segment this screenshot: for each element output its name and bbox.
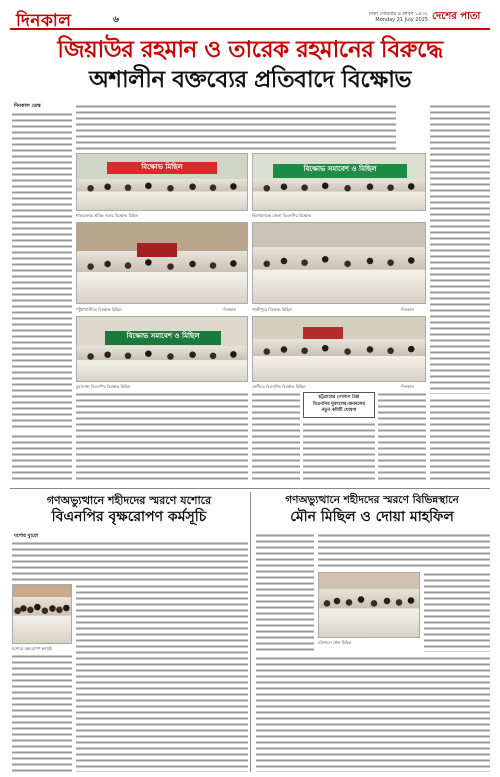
article-text-silent-march-1 bbox=[256, 533, 314, 653]
photo-caption-8: বরিশালে মৌন মিছিল bbox=[318, 640, 352, 645]
issue-date bbox=[318, 11, 428, 23]
article-text-col-b3 bbox=[252, 392, 300, 480]
page-number: ৬ bbox=[113, 15, 119, 25]
photo-caption-3: পটুয়াখালীতে বিক্ষোভ মিছিল bbox=[76, 307, 122, 312]
article-text-col-c2 bbox=[430, 398, 490, 480]
article-text-jessore-3 bbox=[12, 654, 72, 772]
photo-banner-5: বিক্ষোভ সমাবেশ ও মিছিল bbox=[105, 331, 221, 345]
photo-credit-3: -দিনকাল bbox=[222, 307, 237, 312]
article-text-col-a2 bbox=[12, 434, 72, 480]
headline-silent-march-line1: গণঅভ্যুত্থানে শহীদদের স্মরণে বিভিন্নস্থানে bbox=[285, 494, 459, 506]
article-text-col-c bbox=[430, 104, 490, 394]
article-text-col-a bbox=[12, 112, 72, 430]
photo-chuadanga-rally bbox=[76, 316, 248, 382]
article-text-boxed bbox=[303, 422, 375, 480]
photo-patuakhali-rally bbox=[76, 222, 248, 304]
photo-caption-4: গাজীপুরে বিক্ষোভ মিছিল bbox=[252, 307, 292, 312]
photo-shahabela-procession bbox=[76, 153, 248, 211]
photo-banner-1: বিক্ষোভ মিছিল bbox=[107, 162, 217, 174]
photo-caption-6: ফেনীতে বিএনপির বিক্ষোভ মিছিল bbox=[252, 384, 306, 389]
photo-caption-2: কিশোরগঞ্জে জেলা বিএনপির বিক্ষোভ bbox=[252, 213, 312, 218]
column-divider bbox=[250, 492, 251, 772]
photo-caption-5: চুয়াডাঙ্গা বিএনপির বিক্ষোভ মিছিল bbox=[76, 384, 131, 389]
photo-caption-1: শাহাবেলায় শ্রমিক দলের বিক্ষোভ মিছিল bbox=[76, 213, 139, 218]
photo-credit-6: -দিনকাল bbox=[400, 384, 415, 389]
main-headline-line1: জিয়াউর রহমান ও তারেক রহমানের বিরুদ্ধে bbox=[57, 36, 443, 63]
issue-date-bangla: ঢাকা সোমবার ৬ শ্রাবণ ১৪৩২ bbox=[368, 11, 428, 17]
main-headline bbox=[12, 35, 488, 95]
photo-gazipur-rally bbox=[252, 222, 426, 304]
article-text-jessore-2 bbox=[76, 584, 248, 772]
article-text-silent-march-2 bbox=[318, 533, 490, 569]
article-text-silent-march-4 bbox=[256, 656, 490, 772]
article-text-silent-march-3 bbox=[424, 572, 490, 652]
boxed-notice-line1: চট্টগ্রামের গোলাপ প্রিয় bbox=[318, 395, 360, 400]
photo-feni-rally bbox=[252, 316, 426, 382]
headline-jessore bbox=[10, 493, 248, 527]
article-text-jessore-1 bbox=[12, 541, 248, 581]
photo-banner-2: বিক্ষোভ সমাবেশ ও মিছিল bbox=[273, 164, 407, 178]
photo-jessore-tree-planting bbox=[12, 584, 72, 644]
masthead bbox=[10, 8, 490, 30]
boxed-notice-line2: বিএনপির যুবদলের-জনদলের bbox=[313, 401, 365, 407]
headline-silent-march bbox=[254, 493, 490, 527]
main-headline-line2: অশালীন বক্তব্যের প্রতিবাদে বিক্ষোভ bbox=[88, 66, 412, 93]
byline-jessore: যশোর ব্যুরো bbox=[14, 533, 39, 539]
photo-kishoreganj-rally bbox=[252, 153, 426, 211]
photo-barishal-march bbox=[318, 572, 420, 638]
photo-caption-7: যশোরে বৃক্ষরোপণ কর্মসূচি bbox=[12, 646, 53, 651]
article-text-col-b bbox=[76, 104, 396, 152]
headline-silent-march-line2: মৌন মিছিল ও দোয়া মাহফিল bbox=[290, 509, 454, 525]
article-text-col-b2 bbox=[76, 392, 248, 480]
byline-top: দিনকাল ডেস্ক bbox=[14, 103, 41, 109]
headline-jessore-line2: বিএনপির বৃক্ষরোপণ কর্মসূচি bbox=[51, 509, 207, 525]
newspaper-logo: দিনকাল bbox=[16, 11, 72, 31]
section-name: দেশের পাতা bbox=[432, 11, 481, 22]
section-divider bbox=[10, 488, 490, 489]
photo-credit-4: -দিনকাল bbox=[400, 307, 415, 312]
headline-jessore-line1: গণঅভ্যুত্থানে শহীদদের স্মরণে যশোরে bbox=[46, 494, 212, 507]
article-text-col-b4 bbox=[378, 392, 426, 480]
issue-date-english: Monday 21 July 2025 bbox=[375, 17, 428, 23]
boxed-notice bbox=[303, 392, 375, 418]
boxed-notice-line3: নতুন কমিটি ঘোষণা bbox=[321, 408, 357, 413]
